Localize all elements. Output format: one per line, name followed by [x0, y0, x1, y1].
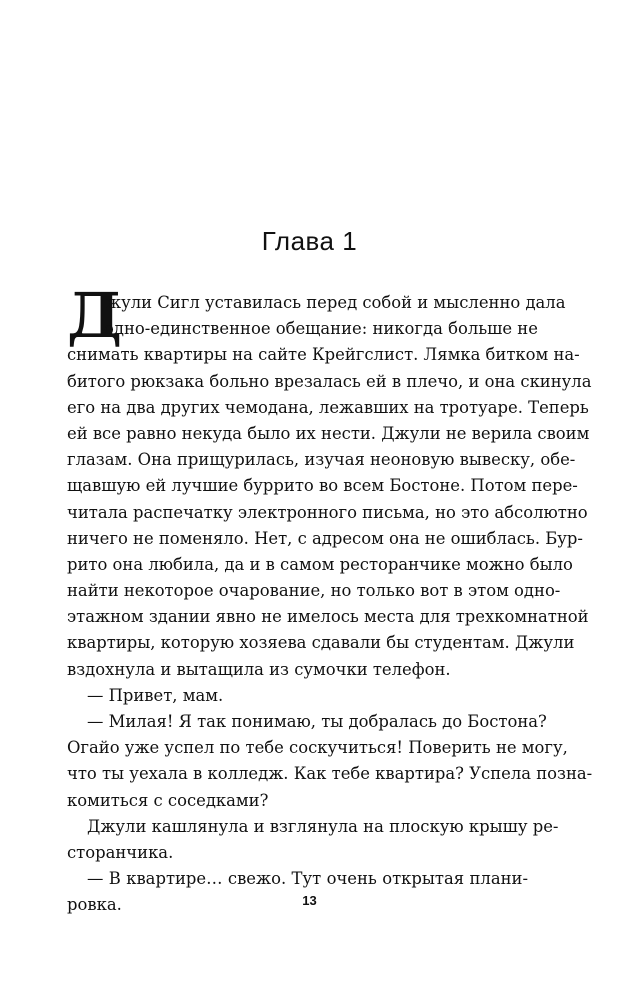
text-line: вздохнула и вытащила из сумочки телефон.: [67, 659, 451, 679]
text-line: щавшую ей лучшие буррито во всем Бостоне. Потом пере-: [67, 476, 578, 496]
text-line: комиться с соседками?: [67, 790, 269, 810]
text-line: ей все равно некуда было их нести. Джули не верила своим: [67, 423, 590, 443]
text-line: жули Сигл уставилась перед собой и мысленно дала: [106, 293, 566, 312]
text-line: ничего не поменяло. Нет, с адресом она не ошиблась. Бур-: [67, 528, 583, 548]
dialogue-line: — Милая! Я так понимаю, ты добралась до Бостона?: [87, 712, 547, 731]
text-line: что ты уехала в колледж. Как тебе квартира? Успела позна-: [67, 764, 593, 784]
text-line: рито она любила, да и в самом ресторанчике можно было: [67, 554, 573, 574]
dialogue-line: — Привет, мам.: [87, 685, 224, 705]
text-line: квартиры, которую хозяева сдавали бы студентам. Джули: [67, 633, 575, 653]
text-line: читала распечатку электронного письма, но это абсолютно: [67, 502, 588, 522]
text-line: Джули кашлянула и взглянула на плоскую крышу ре-: [87, 816, 559, 836]
dialogue-line: — В квартире… свежо. Тут очень открытая плани-: [87, 869, 528, 889]
text-line: его на два других чемодана, лежавших на тротуаре. Теперь: [67, 397, 589, 417]
drop-cap-letter: Д: [67, 279, 123, 352]
text-line: ровка.: [67, 895, 122, 915]
text-line: снимать квартиры на сайте Крейгслист. Лямка битком на-: [67, 345, 580, 365]
page-number: 13: [302, 893, 317, 908]
text-line: найти некоторое очарование, но только вот в этом одно-: [67, 581, 561, 601]
chapter-title: Глава 1: [261, 226, 358, 256]
text-line: сторанчика.: [67, 842, 174, 862]
text-line: Огайо уже успел по тебе соскучиться! Поверить не могу,: [67, 738, 568, 758]
text-line: битого рюкзака больно врезалась ей в плечо, и она скинула: [67, 371, 592, 391]
text-line: одно-единственное обещание: никогда больше не: [104, 319, 538, 339]
text-line: глазам. Она прищурилась, изучая неоновую вывеску, обе-: [67, 450, 576, 470]
text-line: этажном здании явно не имелось места для трехкомнатной: [67, 607, 589, 627]
body-text: [67, 290, 593, 919]
